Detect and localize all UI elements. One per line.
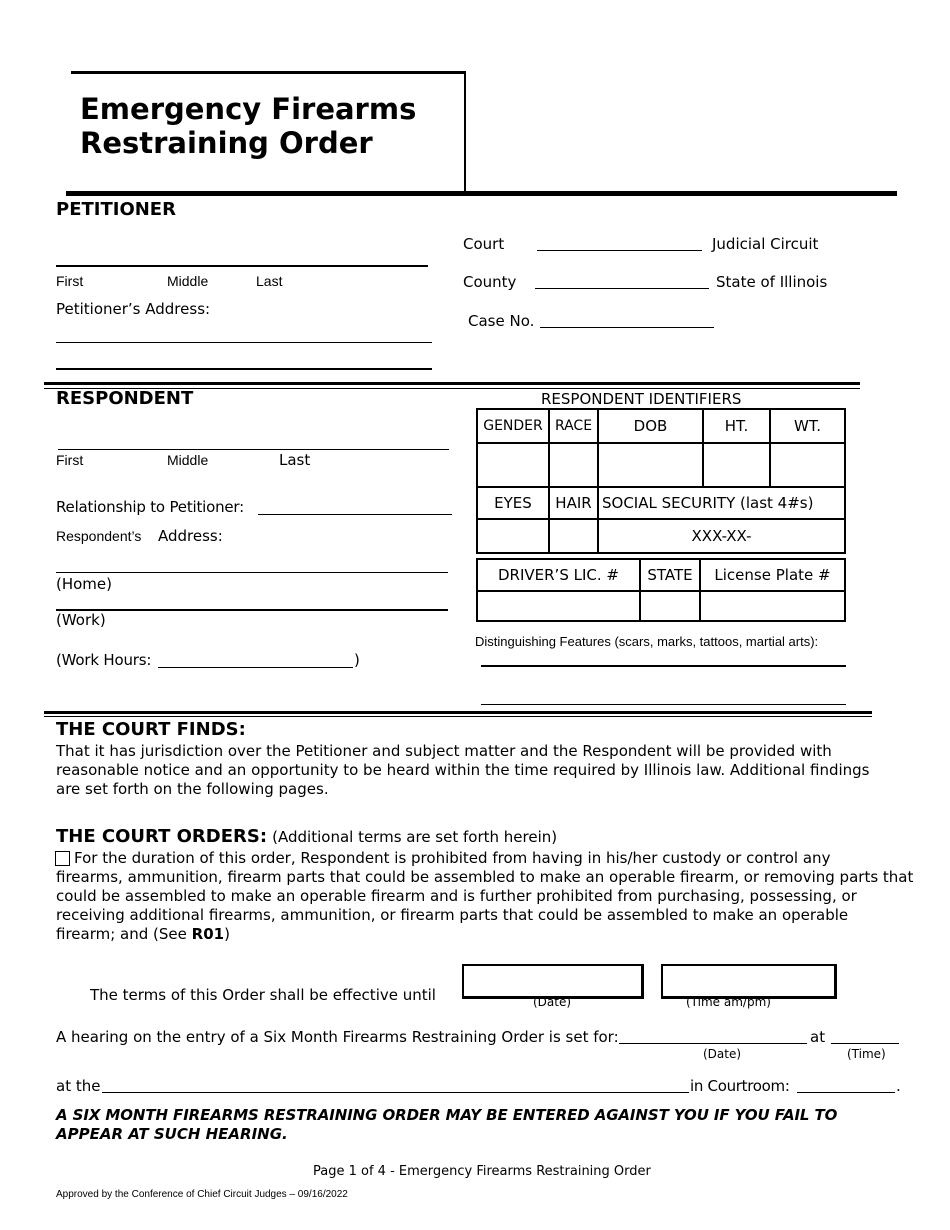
effective-date-caption: (Date) bbox=[533, 995, 572, 1009]
work-hours-line[interactable] bbox=[158, 667, 353, 668]
wt-header: WT. bbox=[770, 409, 845, 443]
respondent-last-label: Last bbox=[279, 451, 311, 469]
ht-cell[interactable] bbox=[703, 443, 770, 487]
identifiers-heading: RESPONDENT IDENTIFIERS bbox=[541, 390, 742, 408]
race-cell[interactable] bbox=[549, 443, 598, 487]
identifiers-table-row1 bbox=[476, 408, 846, 488]
approved-note: Approved by the Conference of Chief Circuit Judges – 09/16/2022 bbox=[56, 1189, 348, 1200]
header-divider bbox=[464, 71, 466, 192]
drivers-lic-cell[interactable] bbox=[477, 591, 640, 621]
court-label: Court bbox=[463, 235, 505, 253]
courtroom-line[interactable] bbox=[797, 1092, 895, 1093]
hearing-time-caption: (Time) bbox=[847, 1047, 886, 1061]
ssn-cell[interactable]: XXX-XX- bbox=[598, 519, 845, 553]
court-finds-rule-thick bbox=[44, 711, 872, 714]
effective-time-box[interactable] bbox=[661, 964, 837, 999]
respondent-address-label-b: Address: bbox=[158, 527, 223, 545]
features-line1[interactable] bbox=[481, 665, 846, 667]
respondent-rule-thick bbox=[44, 382, 860, 385]
identifiers-table-row3 bbox=[476, 558, 846, 622]
county-line[interactable] bbox=[535, 288, 709, 289]
court-finds-line3: are set forth on the following pages. bbox=[56, 780, 329, 798]
form-title-line2: Restraining Order bbox=[80, 126, 373, 160]
court-line[interactable] bbox=[537, 250, 702, 251]
petitioner-first-label: First bbox=[56, 273, 84, 289]
dob-header: DOB bbox=[598, 409, 703, 443]
hearing-at-label: at bbox=[810, 1028, 826, 1046]
court-orders-line5 bbox=[56, 925, 913, 944]
effective-until-label: The terms of this Order shall be effective until bbox=[90, 986, 436, 1004]
license-plate-cell[interactable] bbox=[700, 591, 845, 621]
petitioner-address-line2[interactable] bbox=[56, 368, 432, 370]
warning-line2: APPEAR AT SUCH HEARING. bbox=[56, 1125, 288, 1143]
eyes-header: EYES bbox=[477, 487, 549, 519]
wt-cell[interactable] bbox=[770, 443, 845, 487]
respondent-heading: RESPONDENT bbox=[56, 388, 194, 409]
respondent-address-label-a: Respondent’s bbox=[56, 528, 142, 544]
home-label: (Home) bbox=[56, 575, 113, 593]
race-header: RACE bbox=[549, 409, 598, 443]
court-orders-heading-row bbox=[56, 826, 557, 847]
eyes-cell[interactable] bbox=[477, 519, 549, 553]
court-orders-heading: THE COURT ORDERS: bbox=[56, 826, 268, 847]
home-address-line[interactable] bbox=[56, 572, 448, 573]
court-orders-line2: firearms, ammunition, firearm parts that could be assembled to make an operable firearm, or removing parts that bbox=[56, 868, 914, 886]
court-orders-line4: receiving additional firearms, ammunition, or firearm parts that could be assembled to make an operable bbox=[56, 906, 849, 924]
dob-cell[interactable] bbox=[598, 443, 703, 487]
petitioner-heading: PETITIONER bbox=[56, 199, 176, 220]
hair-cell[interactable] bbox=[549, 519, 598, 553]
courtroom-label: in Courtroom: bbox=[690, 1077, 790, 1095]
court-finds-heading: THE COURT FINDS: bbox=[56, 719, 246, 740]
ssn-header: SOCIAL SECURITY (last 4#s) bbox=[598, 487, 845, 519]
distinguishing-features-label: Distinguishing Features (scars, marks, tattoos, martial arts): bbox=[475, 634, 819, 649]
hearing-label: A hearing on the entry of a Six Month Firearms Restraining Order is set for: bbox=[56, 1028, 619, 1046]
court-finds-line1: That it has jurisdiction over the Petitioner and subject matter and the Respondent will be provided with bbox=[56, 742, 832, 760]
court-orders-line3: could be assembled to make an operable firearm and is further prohibited from purchasing, possessing, or bbox=[56, 887, 857, 905]
petitioner-name-line[interactable] bbox=[56, 265, 428, 267]
state-cell[interactable] bbox=[640, 591, 700, 621]
hearing-date-line[interactable] bbox=[619, 1043, 807, 1044]
courtroom-period: . bbox=[896, 1077, 901, 1095]
respondent-middle-label: Middle bbox=[167, 452, 209, 468]
relationship-label: Relationship to Petitioner: bbox=[56, 498, 244, 516]
header-bottom-rule bbox=[66, 191, 897, 196]
court-orders-line5-prefix: firearm; and (See bbox=[56, 925, 187, 943]
work-label: (Work) bbox=[56, 611, 106, 629]
drivers-lic-header: DRIVER’S LIC. # bbox=[477, 559, 640, 591]
court-orders-line5-suffix: ) bbox=[224, 925, 230, 943]
petitioner-last-label: Last bbox=[256, 273, 283, 289]
work-address-line[interactable] bbox=[56, 609, 448, 611]
respondent-name-line[interactable] bbox=[58, 449, 449, 450]
page-footer: Page 1 of 4 - Emergency Firearms Restraining Order bbox=[313, 1164, 651, 1179]
at-the-label: at the bbox=[56, 1077, 101, 1095]
r01-reference: R01 bbox=[191, 925, 225, 943]
county-label: County bbox=[463, 273, 517, 291]
state-label: State of Illinois bbox=[716, 273, 828, 291]
effective-date-box[interactable] bbox=[462, 964, 644, 999]
hearing-time-line[interactable] bbox=[831, 1043, 899, 1044]
court-orders-line1: For the duration of this order, Respondent is prohibited from having in his/her custody or control any bbox=[74, 849, 831, 867]
petitioner-middle-label: Middle bbox=[167, 273, 209, 289]
case-no-line[interactable] bbox=[540, 327, 714, 328]
form-title-line1: Emergency Firearms bbox=[80, 92, 417, 126]
hair-header: HAIR bbox=[549, 487, 598, 519]
gender-header: GENDER bbox=[477, 409, 549, 443]
gender-cell[interactable] bbox=[477, 443, 549, 487]
court-orders-text bbox=[56, 849, 913, 944]
petitioner-address-line1[interactable] bbox=[56, 342, 432, 343]
court-finds-line2: reasonable notice and an opportunity to be heard within the time required by Illinois law. Additional findings bbox=[56, 761, 870, 779]
state-header: STATE bbox=[640, 559, 700, 591]
location-line[interactable] bbox=[102, 1092, 689, 1093]
relationship-line[interactable] bbox=[258, 514, 452, 515]
court-finds-text bbox=[56, 742, 869, 799]
work-hours-suffix: ) bbox=[354, 651, 360, 669]
ht-header: HT. bbox=[703, 409, 770, 443]
hearing-date-caption: (Date) bbox=[703, 1047, 742, 1061]
header-top-rule bbox=[71, 71, 464, 74]
court-orders-subheading: (Additional terms are set forth herein) bbox=[272, 828, 558, 846]
case-no-label: Case No. bbox=[468, 312, 535, 330]
features-line2[interactable] bbox=[481, 704, 846, 705]
judicial-circuit-label: Judicial Circuit bbox=[712, 235, 819, 253]
petitioner-address-label: Petitioner’s Address: bbox=[56, 300, 211, 318]
court-finds-rule-thin bbox=[44, 716, 872, 717]
effective-time-caption: (Time am/pm) bbox=[686, 995, 771, 1009]
identifiers-table-row2 bbox=[476, 486, 846, 554]
work-hours-prefix: (Work Hours: bbox=[56, 651, 152, 669]
warning-line1: A SIX MONTH FIREARMS RESTRAINING ORDER MAY BE ENTERED AGAINST YOU IF YOU FAIL TO bbox=[56, 1106, 838, 1124]
license-plate-header: License Plate # bbox=[700, 559, 845, 591]
respondent-first-label: First bbox=[56, 452, 84, 468]
